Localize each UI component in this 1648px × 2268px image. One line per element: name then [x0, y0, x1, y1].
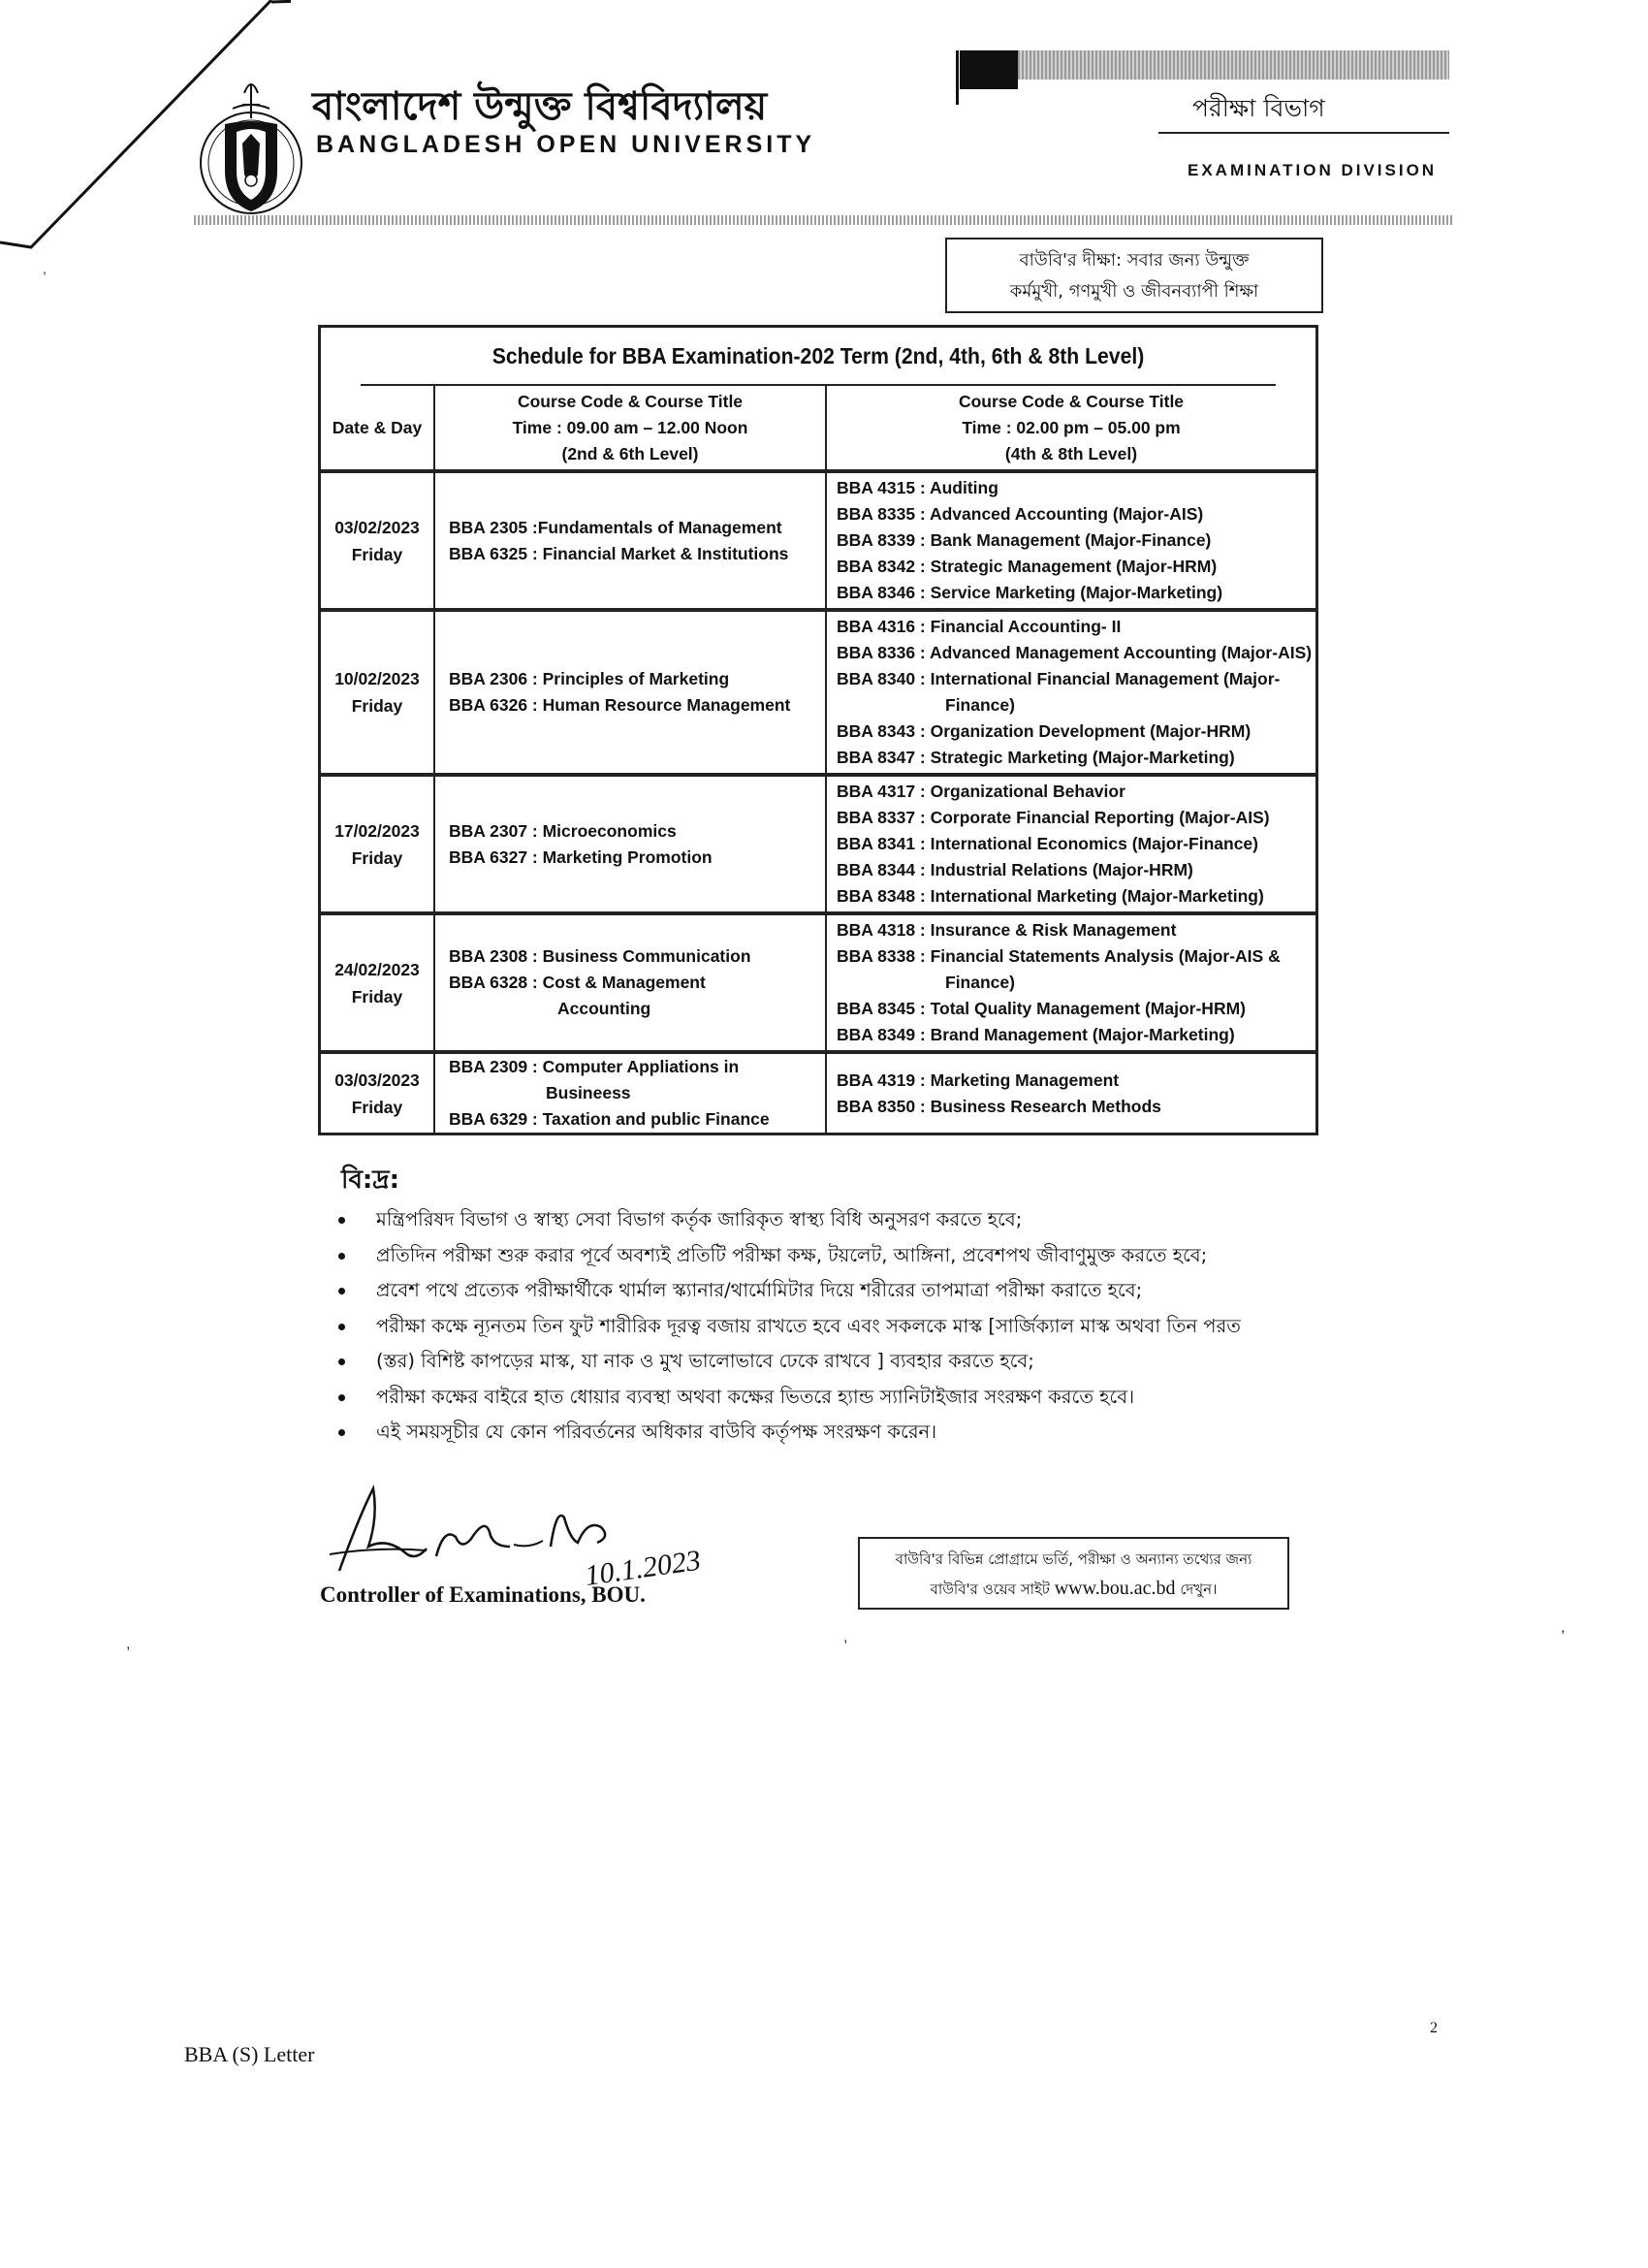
exam-date: 10/02/2023 [334, 669, 420, 688]
course-entry: BBA 8345 : Total Quality Management (Major-HRM) [837, 999, 1246, 1018]
header-afternoon-line: Course Code & Course Title [958, 391, 1185, 411]
course-entry: BBA 8349 : Brand Management (Major-Marketing) [837, 1025, 1235, 1044]
note-text: পরীক্ষা কক্ষের বাইরে হাত ধোয়ার ব্যবস্থা অথবা কক্ষের ভিতরে হ্যান্ড স্যানিটাইজার সংরক্ষণ করতে হবে। [376, 1385, 1135, 1408]
exam-day: Friday [351, 544, 403, 564]
schedule-table [318, 325, 1318, 1135]
note-item [334, 1380, 1381, 1416]
handwritten-signature [320, 1479, 727, 1595]
notes-list [334, 1202, 1381, 1451]
course-entry: BBA 8335 : Advanced Accounting (Major-AIS) [837, 504, 1204, 524]
notes-heading: বি:দ্র: [341, 1166, 399, 1195]
header-black-block [960, 50, 1018, 89]
division-underline [1158, 132, 1449, 134]
course-entry: BBA 2308 : Business Communication [449, 946, 751, 966]
note-item [334, 1273, 1381, 1309]
schedule-title: Schedule for BBA Examination-202 Term (2nd, 4th, 6th & 8th Level) [361, 328, 1276, 386]
motto-line-2: কর্মমুখী, গণমুখী ও জীবনব্যাপী শিক্ষা [1009, 281, 1259, 302]
afternoon-courses-cell [826, 1052, 1315, 1133]
course-entry: BBA 8337 : Corporate Financial Reporting (Major-AIS) [837, 808, 1270, 827]
motto-box [945, 238, 1323, 313]
course-entry: BBA 4315 : Auditing [837, 478, 998, 497]
table-row [321, 775, 1315, 913]
note-text: প্রবেশ পথে প্রত্যেক পরীক্ষার্থীকে থার্মাল স্ক্যানার/থার্মোমিটার দিয়ে শরীরের তাপমাত্রা পরীক্ষা করাতে হবে; [376, 1279, 1143, 1301]
afternoon-courses-cell [826, 913, 1315, 1052]
course-entry: BBA 2306 : Principles of Marketing [449, 669, 730, 688]
header-date-day: Date & Day [321, 386, 434, 471]
date-day-cell [321, 913, 434, 1052]
exam-day: Friday [351, 847, 403, 868]
course-entry: BBA 8336 : Advanced Management Accounting (Major-AIS) [837, 643, 1313, 662]
course-entry: BBA 4318 : Insurance & Risk Management [837, 920, 1177, 940]
course-entry: BBA 8344 : Industrial Relations (Major-HRM) [837, 860, 1193, 879]
bullet-icon [338, 1324, 345, 1330]
header-morning-line: Time : 09.00 am – 12.00 Noon [512, 417, 748, 437]
website-suffix: দেখুন। [1180, 1581, 1218, 1598]
division-name-bn: পরীক্ষা বিভাগ [1192, 94, 1325, 122]
course-entry: BBA 6325 : Financial Market & Institutions [449, 543, 789, 563]
morning-courses-cell [434, 913, 826, 1052]
university-logo [194, 66, 308, 221]
exam-day: Friday [351, 696, 403, 716]
bullet-icon [338, 1358, 345, 1365]
note-item [334, 1202, 1381, 1238]
table-header-row [321, 386, 1315, 471]
course-entry: BBA 8341 : International Economics (Major-Finance) [837, 834, 1258, 853]
course-entry: Finance) [945, 973, 1015, 992]
header-afternoon-line: Time : 02.00 pm – 05.00 pm [962, 417, 1181, 437]
course-entry: BBA 8340 : International Financial Management (Major- [837, 669, 1281, 688]
course-entry: Finance) [945, 695, 1015, 715]
date-day-cell [321, 471, 434, 610]
svg-text:,: , [126, 1636, 131, 1652]
header-rule [194, 215, 1454, 225]
division-name-en: EXAMINATION DIVISION [1188, 161, 1438, 179]
course-entry: BBA 8346 : Service Marketing (Major-Marketing) [837, 583, 1223, 602]
course-entry: BBA 8343 : Organization Development (Major-HRM) [837, 721, 1252, 741]
morning-courses-cell [434, 610, 826, 775]
website-info-box [858, 1537, 1289, 1610]
course-entry: BBA 6327 : Marketing Promotion [449, 847, 713, 867]
note-item [334, 1309, 1381, 1345]
header-morning-line: (2nd & 6th Level) [561, 443, 699, 463]
header-afternoon-line: (4th & 8th Level) [1004, 443, 1138, 463]
date-day-cell [321, 775, 434, 913]
university-name-bn: বাংলাদেশ উন্মুক্ত বিশ্ববিদ্যালয় [312, 84, 768, 129]
bullet-icon [338, 1288, 345, 1294]
motto-line-1: বাউবি'র দীক্ষা: সবার জন্য উন্মুক্ত [1019, 250, 1250, 271]
website-info-line-1: বাউবি'র বিভিন্ন প্রোগ্রামে ভর্তি, পরীক্ষা ও অন্যান্য তথ্যের জন্য [895, 1550, 1252, 1568]
table-row [321, 610, 1315, 775]
note-item [334, 1344, 1381, 1380]
morning-courses-cell [434, 1052, 826, 1133]
table-row [321, 471, 1315, 610]
note-text: প্রতিদিন পরীক্ষা শুরু করার পূর্বে অবশ্যই প্রতিটি পরীক্ষা কক্ষ, টয়লেট, আঙ্গিনা, প্রবেশপথ জীবাণুমুক্ত করতে হবে; [376, 1243, 1208, 1266]
course-entry: BBA 4317 : Organizational Behavior [837, 782, 1125, 801]
note-text: এই সময়সূচীর যে কোন পরিবর্তনের অধিকার বাউবি কর্তৃপক্ষ সংরক্ষণ করেন। [376, 1421, 937, 1443]
course-entry: BBA 2305 :Fundamentals of Management [449, 517, 782, 537]
exam-date: 17/02/2023 [334, 820, 420, 841]
exam-day: Friday [351, 1097, 403, 1117]
note-text: (স্তর) বিশিষ্ট কাপড়ের মাস্ক, যা নাক ও মুখ ভালোভাবে ঢেকে রাখবে ] ব্যবহার করতে হবে; [376, 1350, 1034, 1372]
course-entry: Busineess [546, 1083, 631, 1102]
course-entry: BBA 8347 : Strategic Marketing (Major-Marketing) [837, 748, 1235, 767]
header-morning [434, 386, 826, 471]
svg-text:,: , [43, 261, 47, 276]
bullet-icon [338, 1217, 345, 1224]
course-entry: BBA 4316 : Financial Accounting- II [837, 617, 1122, 636]
course-entry: BBA 8339 : Bank Management (Major-Finance) [837, 530, 1212, 550]
website-url[interactable]: www.bou.ac.bd [1054, 1578, 1176, 1599]
university-name-en: BANGLADESH OPEN UNIVERSITY [316, 131, 816, 158]
bullet-icon [338, 1429, 345, 1436]
course-entry: BBA 6326 : Human Resource Management [449, 695, 791, 715]
afternoon-courses-cell [826, 471, 1315, 610]
header-vertical-tick [956, 50, 959, 105]
course-entry: BBA 2309 : Computer Appliations in [449, 1057, 740, 1076]
date-day-cell [321, 610, 434, 775]
table-row [321, 913, 1315, 1052]
course-entry: BBA 4319 : Marketing Management [837, 1070, 1120, 1090]
exam-date: 03/03/2023 [334, 1070, 420, 1090]
course-entry: BBA 8348 : International Marketing (Major-Marketing) [837, 886, 1264, 906]
header-morning-line: Course Code & Course Title [517, 391, 744, 411]
svg-text:,: , [1561, 1619, 1566, 1636]
course-entry: BBA 6328 : Cost & Management [449, 973, 706, 992]
svg-text:,: , [843, 1629, 848, 1645]
date-day-cell [321, 1052, 434, 1133]
course-entry: BBA 8342 : Strategic Management (Major-HRM) [837, 557, 1218, 576]
note-text: মন্ত্রিপরিষদ বিভাগ ও স্বাস্থ্য সেবা বিভাগ কর্তৃক জারিকৃত স্বাস্থ্য বিধি অনুসরণ করতে হবে; [376, 1208, 1023, 1230]
signatory-title: Controller of Examinations, BOU. [320, 1582, 646, 1607]
header-afternoon [826, 386, 1315, 471]
website-info-line-2 [860, 1574, 1287, 1604]
table-row [321, 1052, 1315, 1133]
exam-day: Friday [351, 986, 403, 1006]
afternoon-courses-cell [826, 610, 1315, 775]
signature-date: 10.1.2023 [583, 1544, 703, 1592]
note-text: পরীক্ষা কক্ষে ন্যূনতম তিন ফুট শারীরিক দূরত্ব বজায় রাখতে হবে এবং সকলকে মাস্ক [সার্জিক্যাল মাস্ক অথবা তিন পরত [376, 1314, 1241, 1337]
exam-date: 03/02/2023 [334, 517, 420, 537]
header-gray-bar [1018, 50, 1449, 80]
course-entry: Accounting [557, 999, 651, 1018]
afternoon-courses-cell [826, 775, 1315, 913]
course-entry: BBA 6329 : Taxation and public Finance [449, 1109, 770, 1129]
footer-letter-ref: BBA (S) Letter [184, 2042, 315, 2066]
website-prefix: বাউবি'র ওয়েব সাইট [930, 1581, 1050, 1598]
morning-courses-cell [434, 775, 826, 913]
note-item [334, 1415, 1381, 1451]
course-entry: BBA 8338 : Financial Statements Analysis (Major-AIS & [837, 946, 1281, 966]
course-entry: BBA 8350 : Business Research Methods [837, 1096, 1161, 1116]
bullet-icon [338, 1253, 345, 1260]
exam-date: 24/02/2023 [334, 959, 420, 979]
course-entry: BBA 2307 : Microeconomics [449, 820, 677, 841]
morning-courses-cell [434, 471, 826, 610]
bullet-icon [338, 1394, 345, 1401]
page-number: 2 [1430, 2020, 1438, 2036]
note-item [334, 1238, 1381, 1274]
